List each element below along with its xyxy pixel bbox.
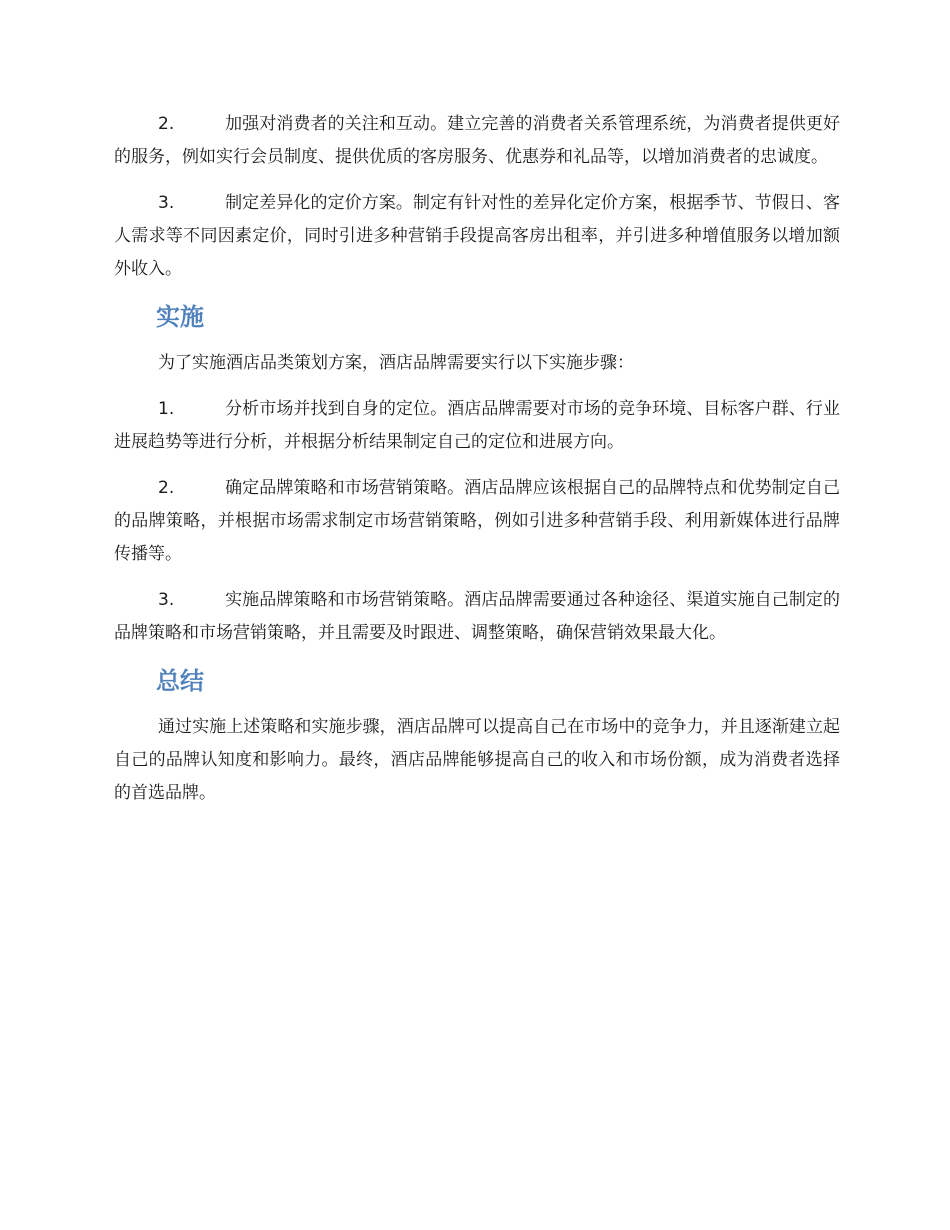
list-item-text: 加强对消费者的关注和互动。建立完善的消费者关系管理系统，为消费者提供更好的服务，例如实行会员制度、提供优质的客房服务、优惠券和礼品等，以增加消费者的忠诚度。 — [114, 114, 840, 167]
implementation-list-item — [114, 472, 840, 571]
list-item-text: 制定差异化的定价方案。制定有针对性的差异化定价方案，根据季节、节假日、客人需求等不同因素定价，同时引进多种营销手段提高客房出租率，并引进多种增值服务以增加额外收入。 — [114, 193, 840, 279]
summary-heading: 总结 — [156, 667, 204, 695]
list-item-text: 分析市场并找到自身的定位。酒店品牌需要对市场的竞争环境、目标客户群、行业进展趋势等进行分析，并根据分析结果制定自己的定位和进展方向。 — [114, 399, 840, 452]
list-number: 3. — [158, 193, 175, 213]
summary-paragraph: 通过实施上述策略和实施步骤，酒店品牌可以提高自己在市场中的竞争力，并且逐渐建立起自己的品牌认知度和影响力。最终，酒店品牌能够提高自己的收入和市场份额，成为消费者选择的首选品牌。 — [114, 717, 840, 803]
list-number: 2. — [158, 114, 175, 134]
implementation-list-item — [114, 393, 840, 459]
implementation-intro: 为了实施酒店品类策划方案，酒店品牌需要实行以下实施步骤： — [158, 353, 634, 373]
strategy-list-item — [114, 108, 840, 174]
list-item-text: 确定品牌策略和市场营销策略。酒店品牌应该根据自己的品牌特点和优势制定自己的品牌策略，并根据市场需求制定市场营销策略，例如引进多种营销手段、利用新媒体进行品牌传播等。 — [114, 478, 840, 564]
list-item-text: 实施品牌策略和市场营销策略。酒店品牌需要通过各种途径、渠道实施自己制定的品牌策略和市场营销策略，并且需要及时跟进、调整策略，确保营销效果最大化。 — [114, 590, 840, 643]
document-body — [114, 108, 840, 823]
implementation-list-item — [114, 584, 840, 650]
list-number: 3. — [158, 590, 175, 610]
list-number: 2. — [158, 478, 175, 498]
list-number: 1. — [158, 399, 175, 419]
strategy-list-item — [114, 187, 840, 286]
implementation-heading: 实施 — [156, 303, 204, 331]
